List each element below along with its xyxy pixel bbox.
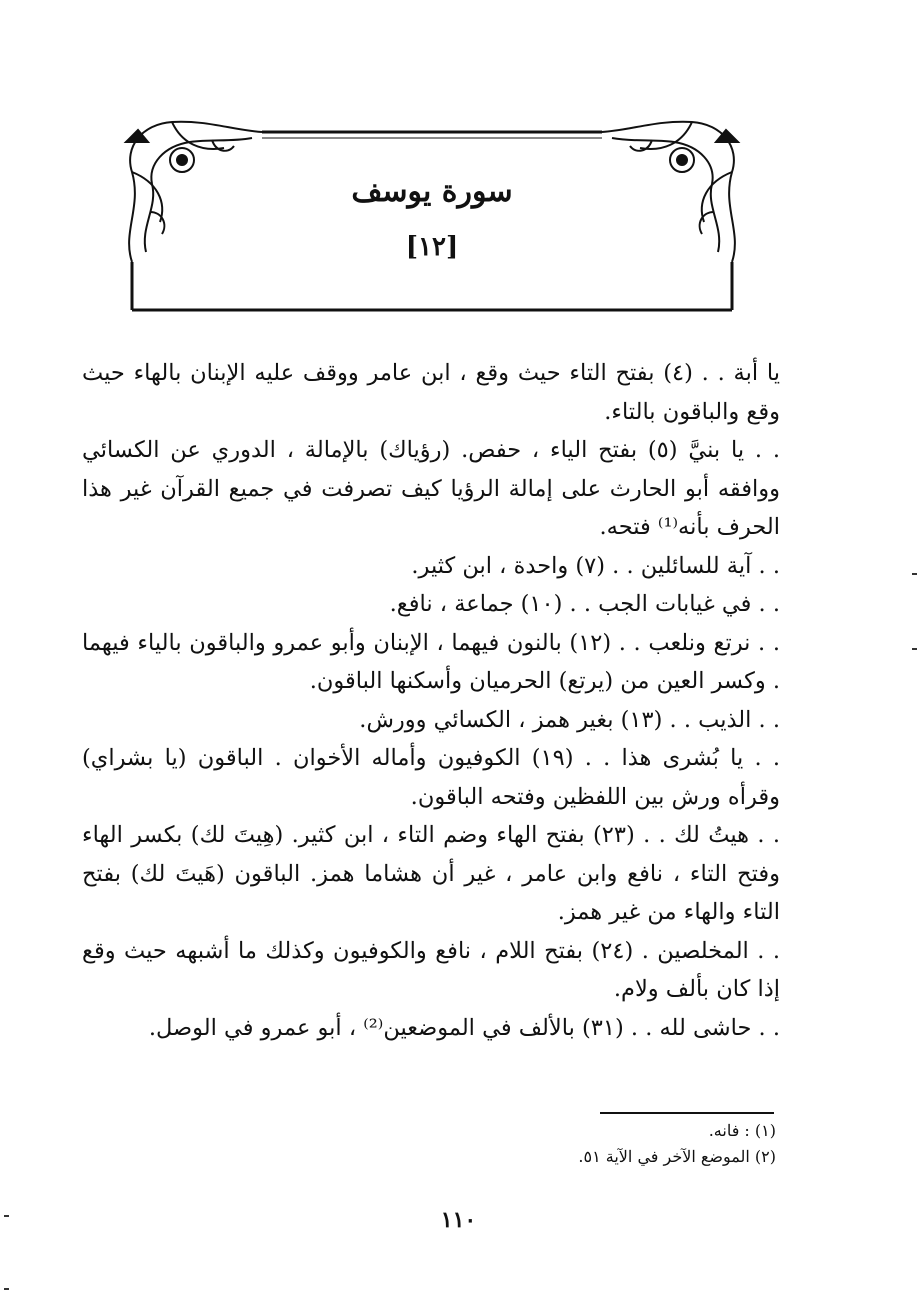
paragraph: . . نرتع ونلعب . . (١٢) بالنون فيهما ، الإبنان وأبو عمرو والباقون بالياء فيهما . وكسر العين من (يرتع) الحرميان وأسكنها الباقون. <box>82 629 780 694</box>
ornamental-border <box>112 112 752 312</box>
paragraph: . . آية للسائلين . . (٧) واحدة ، ابن كثير. <box>411 552 780 579</box>
scan-mark <box>912 573 917 575</box>
surah-title: سورة يوسف <box>351 174 513 209</box>
footnotes <box>420 1118 776 1170</box>
paragraph: . . يا بنيَّ (٥) بفتح الياء ، حفص. (رؤياك) بالإمالة ، الدوري عن الكسائي ووافقه أبو الحارث على إمالة الرؤيا كيف تصرفت في جميع القرآن غير هذا الحرف بأنه⁽¹⁾ فتحه. <box>82 437 780 540</box>
scan-mark <box>4 1288 9 1290</box>
header-frame <box>112 112 752 312</box>
paragraph: . . يا بُشرى هذا . . (١٩) الكوفيون وأماله الأخوان . الباقون (يا بشراي) وقرأه ورش بين اللفظين وفتحه الباقون. <box>82 745 780 810</box>
paragraph: . . في غيابات الجب . . (١٠) جماعة ، نافع. <box>389 591 780 617</box>
footnote-item: (١) : فانه. <box>708 1121 776 1140</box>
footnote-item: (٢) الموضع الآخر في الآية ٥١. <box>578 1147 776 1166</box>
footnote-divider <box>600 1112 774 1114</box>
paragraph: . . الذيب . . (١٣) بغير همز ، الكسائي وورش. <box>359 706 780 733</box>
scan-mark <box>912 648 917 650</box>
scan-mark <box>4 1215 9 1217</box>
paragraph: . . المخلصين . (٢٤) بفتح اللام ، نافع والكوفيون وكذلك ما أشبهه حيث وقع إذا كان بألف ولام. <box>82 937 780 1002</box>
paragraph: . . هيتُ لك . . (٢٣) بفتح الهاء وضم التاء ، ابن كثير. (هِيتَ لك) بكسر الهاء وفتح التاء ، نافع وابن عامر ، غير أن هشاما همز. الباقون (هَيتَ لك) بفتح التاء والهاء من غير همز. <box>82 822 780 925</box>
page-number: ١١٠ <box>440 1207 477 1233</box>
paragraph: . . حاشى لله . . (٣١) بالألف في الموضعين⁽²⁾ ، أبو عمرو في الوصل. <box>148 1014 780 1041</box>
body-text <box>82 354 780 1047</box>
paragraph: يا أبة . . (٤) بفتح التاء حيث وقع ، ابن عامر ووقف عليه الإبنان بالهاء حيث وقع والباقون بالتاء. <box>82 360 780 425</box>
surah-number: [١٢] <box>405 232 459 262</box>
